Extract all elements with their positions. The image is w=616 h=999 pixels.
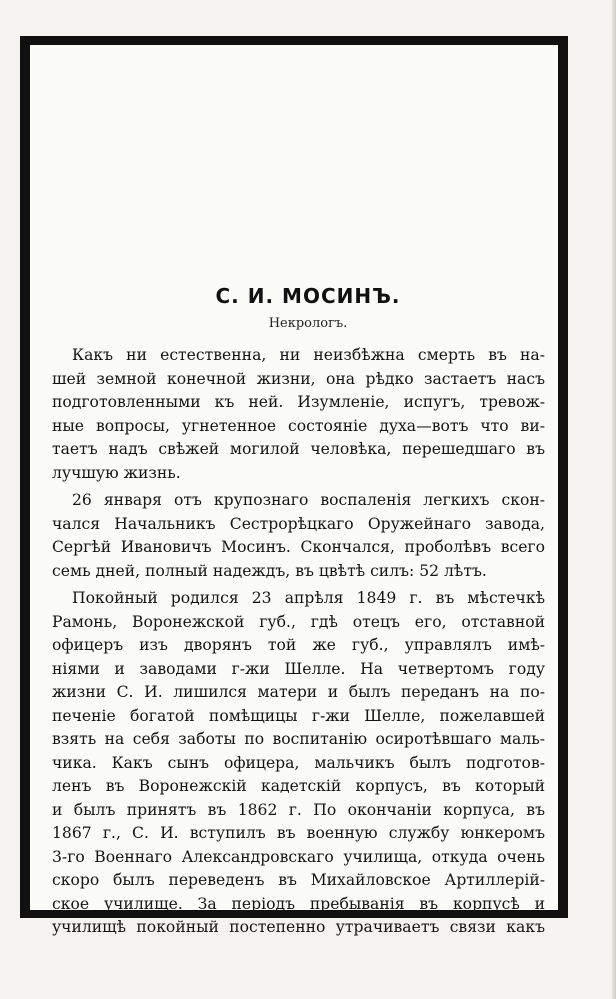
text-line: взять на себя заботы по воспитанію осиротѣвшаго маль- (52, 730, 545, 748)
text-line: 1867 г., С. И. вступилъ въ военную службу юнкеромъ (52, 824, 545, 842)
text-line: Покойный родился 23 апрѣля 1849 г. въ мѣстечкѣ (72, 589, 545, 607)
text-line: скоро былъ переведенъ въ Михайловское Артиллерій- (52, 871, 545, 889)
text-line: Рамонь, Воронежской губ., гдѣ отецъ его, отставной (52, 612, 545, 631)
page-edge (612, 0, 616, 999)
text-line: ленъ въ Воронежскій кадетскій корпусъ, въ который (52, 777, 545, 795)
text-line: печеніе богатой помѣщицы г-жи Шелле, пожелавшей (52, 706, 545, 725)
text-line: 26 января отъ крупознаго воспаленія легкихъ скон- (72, 491, 545, 509)
text-line: и былъ принятъ въ 1862 г. По окончаніи корпуса, въ (52, 800, 545, 819)
paragraph-1 (52, 344, 545, 485)
text-line: подготовленными къ ней. Изумленіе, испугъ, тревож- (52, 393, 545, 411)
text-line: семь дней, полный надеждъ, въ цвѣтѣ силъ: 52 лѣтъ. (52, 561, 487, 580)
text-line: таетъ надъ свѣжей могилой человѣка, перешедшаго въ (52, 440, 545, 458)
text-line: 3-го Военнаго Александровскаго училища, откуда очень (52, 847, 545, 866)
text-line: чался Начальникъ Сестрорѣцкаго Оружейнаго завода, (52, 514, 545, 533)
paragraph-2 (52, 489, 545, 583)
article-body (52, 344, 545, 940)
text-line: Какъ ни естественна, ни неизбѣжна смерть въ на- (72, 346, 545, 364)
text-line: училищѣ покойный постепенно утрачиваетъ связи какъ (52, 918, 545, 936)
text-line: жизни С. И. лишился матери и былъ переданъ на по- (52, 683, 545, 701)
text-line: лучшую жизнь. (52, 463, 181, 482)
text-line: офицеръ изъ дворянъ той же губ., управлялъ имѣ- (52, 636, 545, 654)
text-line: ское училище. За періодъ пребыванія въ корпусѣ и (52, 894, 545, 913)
paragraph-3 (52, 587, 545, 940)
text-line: ніями и заводами г-жи Шелле. На четвертомъ году (52, 659, 545, 678)
text-line: чика. Какъ сынъ офицера, мальчикъ былъ подготов- (52, 753, 545, 772)
text-line: ные вопросы, угнетенное состояніе духа—вотъ что ви- (52, 416, 545, 435)
text-line: шей земной конечной жизни, она рѣдко застаетъ насъ (52, 369, 545, 388)
page-subtitle: Некрологъ. (268, 316, 348, 331)
page-title: С. И. МОСИНЪ. (215, 284, 401, 308)
text-line: Сергѣй Ивановичъ Мосинъ. Скончался, проболѣвъ всего (52, 538, 545, 556)
